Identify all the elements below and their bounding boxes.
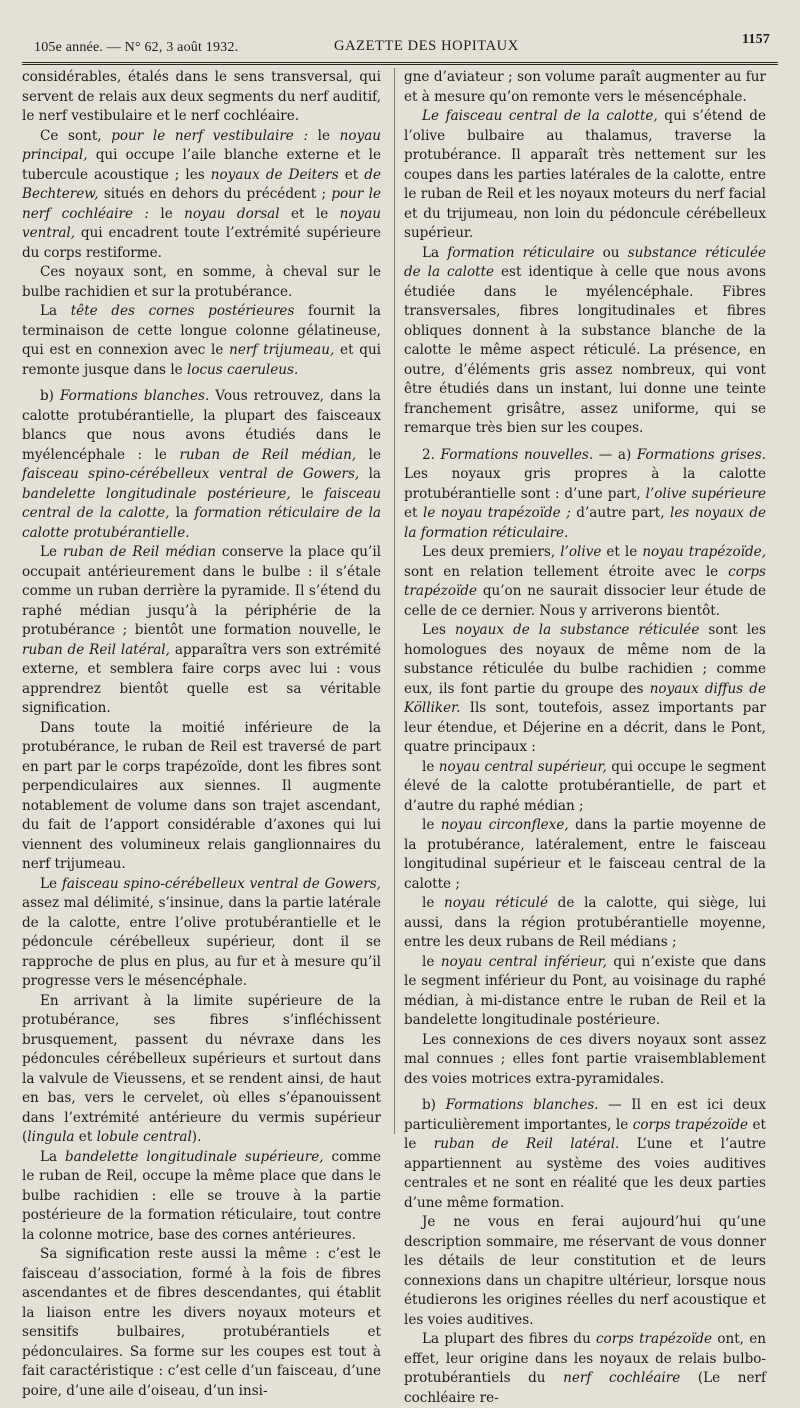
text-run: le	[422, 758, 439, 775]
text-run: qui occupe le segment élevé de la calotte protubérantielle, de part et d’autre du raphé médian ;	[404, 758, 766, 814]
text-run: ).	[191, 1129, 202, 1145]
text-run: sont en relation tellement étroite avec le	[404, 563, 729, 580]
italic-run: noyau trapézoïde,	[642, 544, 766, 560]
italic-run: faisceau spino-cérébelleux ventral de Gowers,	[61, 875, 381, 892]
text-run: le	[422, 817, 441, 833]
paragraph	[404, 244, 766, 439]
paragraph	[404, 894, 766, 953]
paragraph	[404, 953, 766, 1031]
text-run: comme le ruban de Reil, occupe la même place que dans le bulbe rachidien : elle se trouve à la partie postérieure de la formation réticulaire, tout contre la colonne motrice, base des cornes antérieures.	[22, 1148, 381, 1243]
italic-run: Formations grises.	[636, 446, 766, 463]
column-divider	[394, 68, 395, 1134]
text-run: le	[422, 895, 445, 911]
text-run: qui encadrent toute l’extrémité supérieure du corps restiforme.	[22, 225, 381, 261]
italic-run: noyaux de la substance réticulée	[455, 622, 700, 638]
paragraph	[404, 758, 766, 817]
text-run: — a)	[593, 446, 637, 463]
text-run: le	[422, 953, 441, 970]
text-run: Sa signification reste aussi la même : c’est le faisceau d’association, formé à la fois de fibres ascendantes et de fibres descendantes, qui établit la liaison entre les divers noyaux moteurs et sensitifs bulbaires, protubérantiels et pédonculaires. Sa forme sur les coupes est tout à fait caractéristique : c’est celle d’un faisceau, d’une poire, d’une aile d’oiseau, d’un insi-	[22, 1246, 381, 1399]
left-column	[22, 68, 382, 1399]
italic-run: l’olive	[560, 544, 602, 560]
running-header	[22, 26, 770, 62]
text-run: et qui remonte jusque dans le	[22, 342, 381, 378]
italic-run: locus caeruleus.	[186, 361, 299, 378]
page-number: 1157	[741, 32, 770, 47]
italic-run: ruban de Reil médian	[63, 544, 216, 560]
text-run: Ce sont,	[40, 127, 112, 144]
italic-run: formation réticulaire	[447, 244, 595, 261]
paragraph	[404, 1096, 766, 1213]
italic-run: ruban de Reil médian,	[179, 446, 357, 463]
italic-run: faisceau central de la calotte,	[22, 485, 381, 521]
text-run: b)	[422, 1097, 446, 1113]
italic-run: ruban de Reil latéral,	[22, 641, 170, 658]
text-run: et le	[279, 205, 340, 222]
text-run: Dans toute la moitié inférieure de la protubérance, le ruban de Reil est traversé de part en part par le corps trapézoïde, dont les fibres sont perpendiculaires aux siennes. Il augmente notablement de volume dans son trajet ascendant, du fait de l’apport considérable d’axones qui lui viennent des volumineux relais ganglionnaires du nerf trijumeau.	[22, 719, 381, 872]
italic-run: corps trapézoïde	[404, 563, 766, 599]
text-run: Les noyaux gris propres à la calotte protubérantielle sont : d’une part,	[404, 466, 766, 502]
italic-run: noyau dorsal	[184, 205, 280, 222]
text-run: considérables, étalés dans le sens transversal, qui servent de relais aux deux segments du nerf auditif, le nerf vestibulaire et le nerf cochléaire.	[22, 69, 381, 124]
paragraph	[22, 875, 381, 992]
italic-run: bandelette longitudinale supérieure,	[65, 1148, 324, 1165]
text-run: Ces noyaux sont, en somme, à cheval sur le bulbe rachidien et sur la protubérance.	[22, 264, 381, 300]
paragraph	[404, 1330, 766, 1408]
italic-run: Formations nouvelles.	[440, 446, 594, 463]
text-run: et	[74, 1129, 97, 1145]
paragraph	[22, 1148, 381, 1246]
italic-run: ruban de Reil latéral.	[433, 1136, 620, 1152]
italic-run: tête des cornes postérieures	[70, 303, 295, 319]
paragraph	[404, 1213, 766, 1330]
text-run: Les	[422, 622, 456, 638]
italic-run: pour le nerf cochléaire :	[22, 186, 381, 222]
italic-run: noyau principal,	[22, 127, 381, 163]
italic-run: les noyaux de la formation réticulaire.	[404, 505, 767, 541]
paragraph	[22, 127, 381, 264]
italic-run: substance réticulée de la calotte	[404, 244, 766, 280]
text-run: qui occupe l’aile blanche externe et le tubercule acoustique ; les	[22, 147, 381, 183]
paragraph	[404, 1031, 766, 1090]
text-run: de la calotte, qui siège, lui aussi, dans la région protubérantielle moyenne, entre les deux rubans de Reil médians ;	[404, 895, 766, 950]
paragraph	[22, 263, 381, 302]
italic-run: noyau central inférieur,	[440, 953, 607, 970]
text-run: qu’on ne saurait dissocier leur étude de celle de ce dernier. Nous y arriverons bientôt.	[404, 583, 766, 619]
italic-run: noyau central supérieur,	[438, 758, 607, 775]
text-run: Le	[40, 875, 62, 892]
text-run: Je ne vous en ferai aujourd’hui qu’une description sommaire, me réservant de vous donner les détails de leur constitution et de leurs connexions dans un chapitre ultérieur, lorsque nous étudierons les origines réelles du nerf acoustique et les voies auditives.	[404, 1214, 766, 1328]
text-run: sont les homologues des noyaux de même nom de la substance réticulée du bulbe rachidien ; comme eux, ils font partie du groupe des	[404, 622, 766, 697]
text-run: ou	[594, 244, 628, 261]
paragraph	[22, 719, 381, 875]
text-run: ont, en effet, leur origine dans les noyaux de relais bulbo-protubérantiels du	[404, 1331, 766, 1386]
paragraph	[404, 816, 766, 894]
text-run: L’une et l’autre appartiennent au système des voies auditives centrales et ne sont en réalité que les deux parties d’une même formation.	[404, 1136, 767, 1211]
text-run: la	[169, 505, 195, 521]
italic-run: formation réticulaire de la calotte protubérantielle.	[22, 505, 382, 541]
journal-title: GAZETTE DES HOPITAUX	[334, 38, 519, 54]
italic-run: noyau circonflexe,	[440, 817, 569, 833]
text-run: La plupart des fibres du	[422, 1331, 596, 1347]
text-run: d’autre part,	[570, 505, 671, 521]
italic-run: Formations blanches.	[445, 1097, 599, 1113]
text-run: En arrivant à la limite supérieure de la protubérance, ses fibres s’infléchissent brusquement, passent du névraxe dans les pédoncules cérébelleux supérieurs et surtout dans la valvule de Vieussens, et se rendent ainsi, de haut en bas, vers le cervelet, où elles s’épanouissent dans l’extrémité antérieure du vermis supérieur (	[22, 992, 381, 1145]
text-run: apparaîtra vers son extrémité externe, et semblera faire corps avec lui : vous apprendrez bientôt quelle est sa véritable signification.	[22, 641, 381, 716]
text-run: Les deux premiers,	[422, 544, 561, 560]
text-run: qui s’étend de l’olive bulbaire au thalamus, traverse la protubérance. Il apparaît très nettement sur les coupes dans les parties latérales de la calotte, entre le ruban de Reil et les noyaux moteurs du nerf facial et du trijumeau, non loin du pédoncule cérébelleux supérieur.	[404, 108, 766, 241]
text-run: fournit la terminaison de cette longue colonne gélatineuse, qui est en connexion avec le	[22, 303, 381, 358]
italic-run: corps trapézoïde	[595, 1331, 713, 1347]
text-run: assez mal délimité, s’insinue, dans la partie latérale de la calotte, entre l’olive protubérantielle et le pédoncule cérébelleux supérieur, dont il se rapproche de plus en plus, au fur et à mesure qu’il progresse vers le mésencéphale.	[22, 895, 381, 989]
italic-run: lingula	[27, 1129, 75, 1145]
text-run: et	[404, 505, 423, 521]
text-run: situés en dehors du précédent ;	[98, 186, 332, 202]
text-run: Ils sont, toutefois, assez importants par leur étendue, et Déjerine en a décrit, dans le Pont, quatre principaux :	[404, 700, 766, 755]
text-run: conserve la place qu’il occupait antérieurement dans le bulbe : il s’étale comme un ruban derrière la pyramide. Il s’étend du raphé médian jusqu’à la périphérie de la protubérance ; bientôt une formation nouvelle, le	[22, 544, 381, 638]
paragraph	[22, 543, 381, 719]
right-column	[404, 68, 767, 1406]
issue-info: 105e année. — N° 62, 3 août 1932.	[34, 40, 239, 55]
text-run: b)	[40, 388, 60, 404]
text-run: La	[40, 303, 71, 319]
italic-run: noyaux de Deiters	[210, 166, 339, 183]
text-run: est identique à celle que nous avons étudiée dans le myélencéphale. Fibres transversales, fibres longitudinales et fibres obliques donnent à la substance blanche de la calotte le même aspect réticulé. La présence, en outre, d’éléments gris assez nombreux, qui vont être étudiés dans un instant, lui donne une teinte franchement grisâtre, assez uniforme, qui se remarque très bien sur les coupes.	[404, 264, 766, 436]
italic-run: l’olive supérieure	[645, 485, 766, 502]
italic-run: le noyau trapézoïde ;	[422, 505, 571, 521]
text-run: le	[356, 446, 382, 463]
paragraph	[404, 621, 766, 758]
paragraph	[22, 302, 381, 380]
paragraph	[404, 68, 766, 107]
text-run: le	[308, 127, 340, 144]
text-run: qui n’existe que dans le segment inférieur du Pont, au voisinage du raphé médian, à mi-distance entre le ruban de Reil et la bandelette longitudinale postérieure.	[404, 953, 766, 1028]
italic-run: noyaux diffus de Kölliker.	[404, 680, 766, 716]
text-run: Le	[40, 544, 64, 560]
text-run: 2.	[422, 446, 441, 463]
text-run: Vous retrouvez, dans la calotte protubérantielle, la plupart des faisceaux blancs que nous avons étudiés dans le myélencéphale : le	[22, 388, 381, 463]
text-run: La	[422, 244, 448, 261]
italic-run: lobule central	[96, 1129, 192, 1145]
italic-run: nerf cochléaire	[563, 1370, 681, 1386]
italic-run: noyau ventral,	[22, 205, 381, 241]
italic-run: de Bechterew,	[22, 166, 381, 202]
paragraph	[22, 1245, 381, 1401]
text-run: — Il en est ici deux particulièrement importantes, le	[404, 1097, 767, 1133]
paragraph	[404, 107, 766, 244]
text-run: et	[338, 166, 365, 183]
italic-run: Formations blanches.	[60, 388, 210, 404]
italic-run: Le faisceau central de la calotte,	[422, 108, 658, 124]
italic-run: bandelette longitudinale postérieure,	[22, 485, 291, 502]
text-run: dans la partie moyenne de la protubérance, latéralement, entre le faisceau longitudinal supérieur et le faisceau central de la calotte ;	[404, 817, 766, 892]
italic-run: pour le nerf vestibulaire :	[111, 127, 309, 144]
italic-run: faisceau spino-cérébelleux ventral de Gowers,	[22, 466, 360, 482]
text-run: gne d’aviateur ; son volume paraît augmenter au fur et à mesure qu’on remonte vers le mésencéphale.	[404, 69, 766, 105]
text-run: et le	[404, 1116, 766, 1152]
header-rule	[22, 62, 778, 65]
text-run: (Le nerf cochléaire re-	[404, 1370, 766, 1406]
paragraph	[22, 387, 381, 543]
italic-run: nerf trijumeau,	[229, 342, 335, 358]
italic-run: noyau réticulé	[444, 895, 548, 911]
text-run: Les connexions de ces divers noyaux sont assez mal connues ; elles font partie vraisemblablement des voies motrices extra-pyramidales.	[404, 1031, 766, 1087]
paragraph	[22, 992, 381, 1148]
text-run: La	[40, 1148, 66, 1165]
paragraph	[404, 543, 766, 621]
text-run: et le	[601, 544, 643, 560]
text-run: le	[290, 485, 325, 502]
paragraph	[404, 446, 766, 544]
text-run: le	[148, 205, 185, 222]
paragraph	[22, 68, 381, 127]
italic-run: corps trapézoïde	[632, 1116, 749, 1133]
text-run: la	[359, 466, 381, 482]
